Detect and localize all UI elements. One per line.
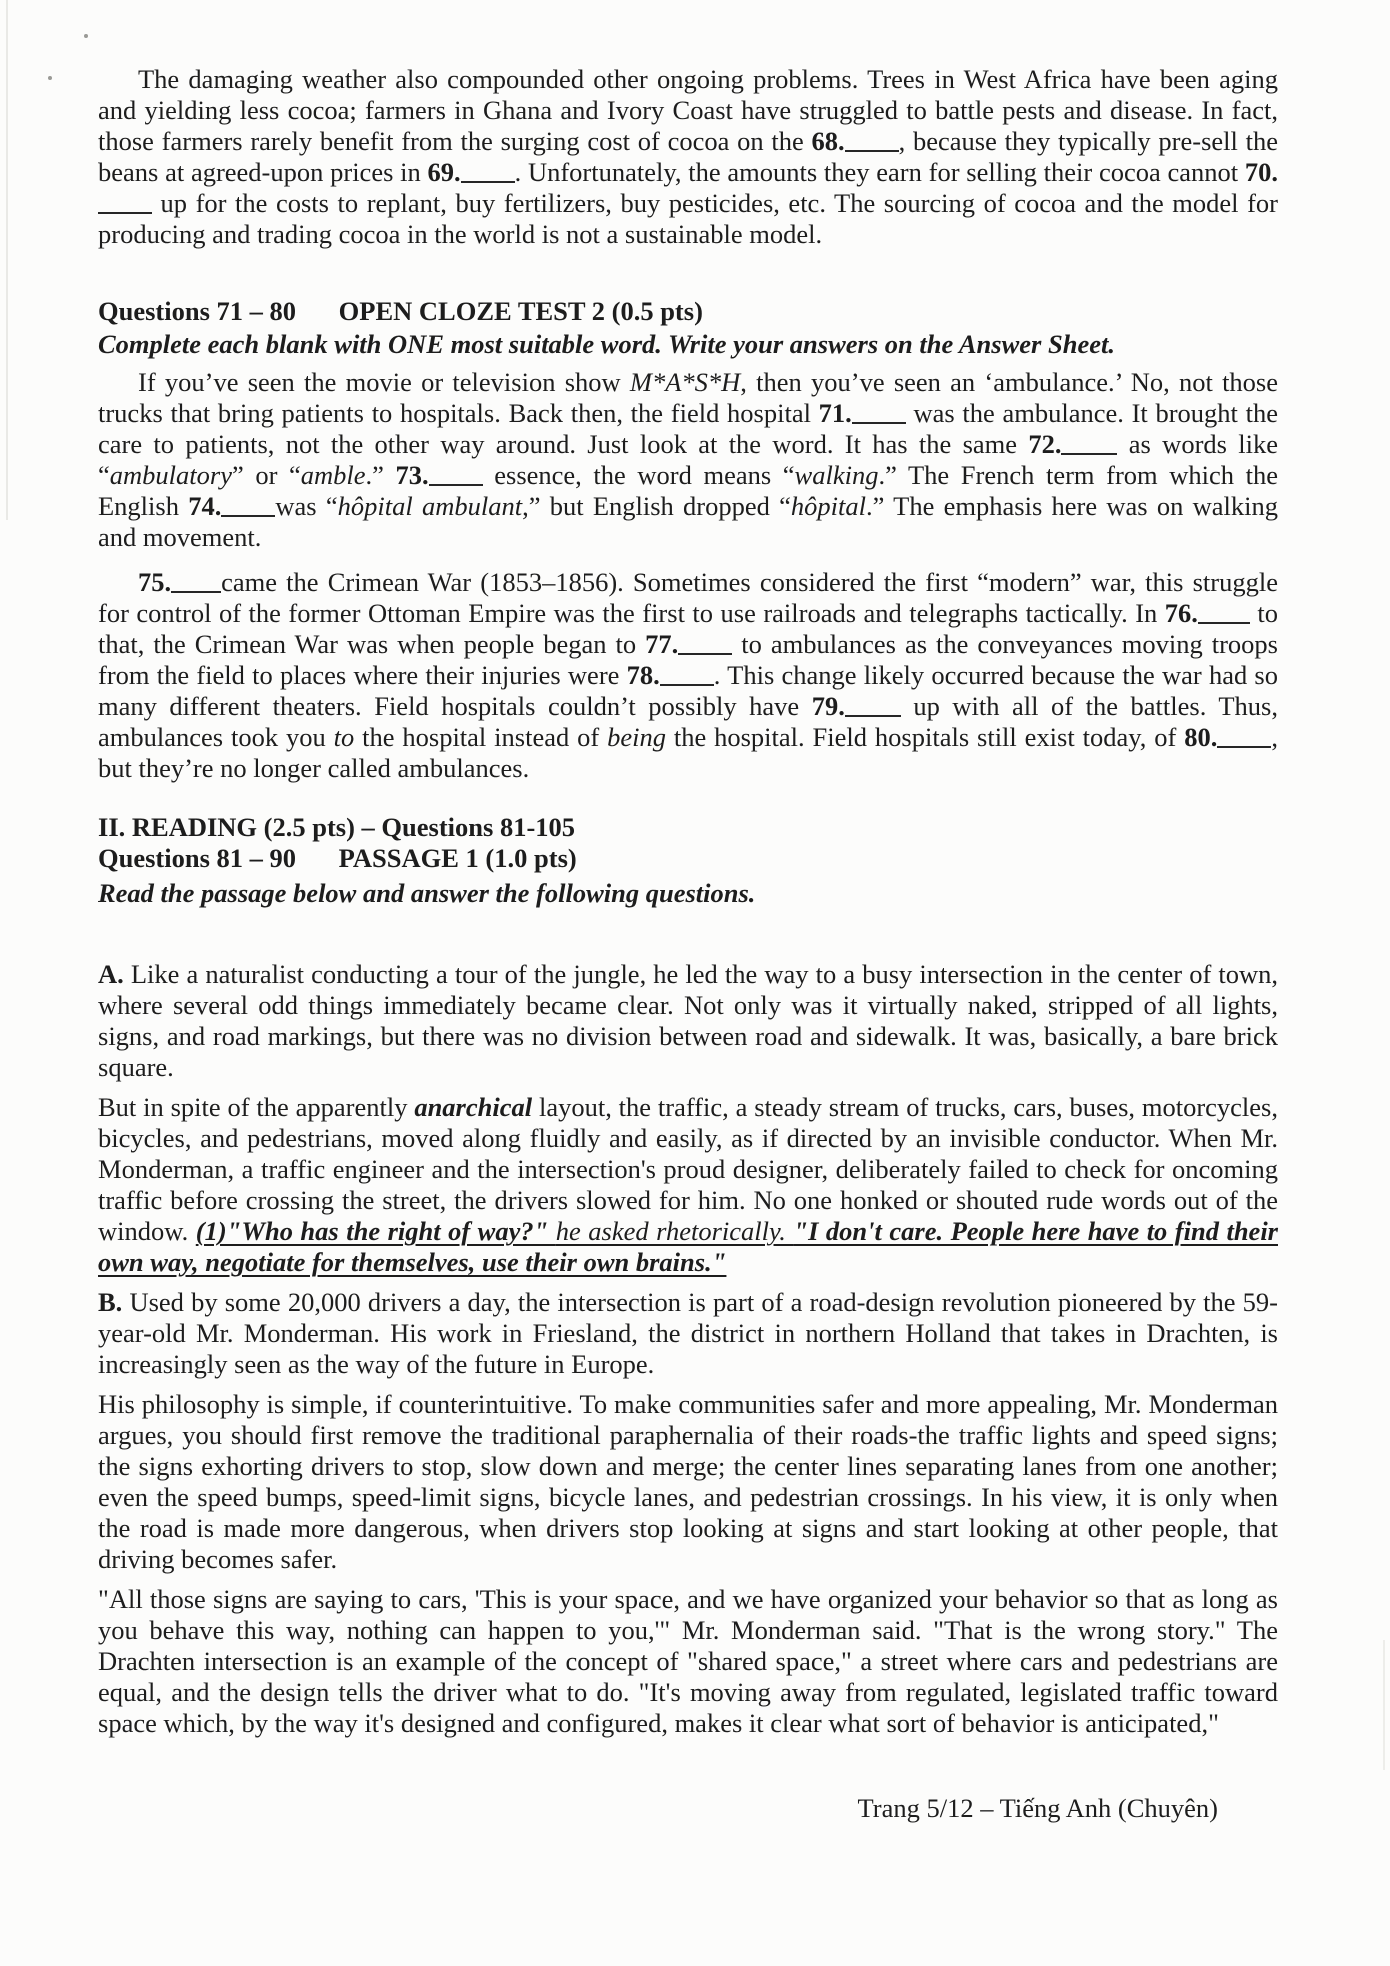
text-segment: 75. (138, 567, 172, 597)
text-segment: to (333, 722, 355, 752)
text-segment: But in spite of the apparently (98, 1092, 415, 1122)
passage1-instruction: Read the passage below and answer the following questions. (98, 878, 756, 908)
text-segment: "I don't care. People here have to find their own way, negotiate for themselves, use their own brains." (98, 1216, 1278, 1277)
reading-section-heading: II. READING (2.5 pts) – Questions 81-105 (98, 812, 576, 842)
text-segment: , but they’re no longer called ambulances. (98, 722, 1278, 783)
page-footer: Trang 5/12 – Tiếng Anh (Chuyên) (857, 1793, 1218, 1823)
text-segment: . Unfortunately, the amounts they earn for selling their cocoa cannot (514, 157, 1245, 187)
text-segment: 72. (1028, 429, 1062, 459)
cloze2-heading (98, 296, 1278, 327)
answer-blank (678, 633, 732, 655)
text-segment: the hospital. Field hospitals still exist today, of (665, 722, 1185, 752)
text-segment: A. (98, 959, 124, 989)
text-segment: 79. (811, 691, 845, 721)
passage-paragraph-anarchical (98, 1092, 1278, 1278)
text-segment: The damaging weather also compounded other ongoing problems. Trees in West Africa have been aging and yielding less cocoa; farmers in Ghana and Ivory Coast have struggled to battle pests and disease. In fact, those farmers rarely benefit from the surging cost of cocoa on the (98, 64, 1278, 156)
text-segment: to ambulances as the conveyances moving troops from the field to places where their injuries were (98, 629, 1278, 690)
answer-blank (429, 464, 483, 486)
text-segment: 76. (1164, 598, 1198, 628)
text-segment: ” or “ (231, 460, 301, 490)
cloze2-instruction: Complete each blank with ONE most suitable word. Write your answers on the Answer Sheet. (98, 329, 1115, 359)
text-segment: ,” but English dropped “ (522, 491, 791, 521)
answer-blank (221, 495, 275, 517)
text-segment: 69. (427, 157, 461, 187)
scan-speck (84, 34, 88, 38)
answer-blank (461, 161, 515, 183)
passage1-heading-title: PASSAGE 1 (1.0 pts) (338, 843, 577, 873)
answer-blank (171, 571, 221, 593)
text-segment: .” The French term from which the English (98, 460, 1278, 521)
text-segment: 70. (1244, 157, 1278, 187)
text-segment: anarchical (414, 1092, 533, 1122)
text-segment: B. (98, 1287, 123, 1317)
text-segment: Like a naturalist conducting a tour of the jungle, he led the way to a busy intersection in the center of town, where several odd things immediately became clear. Not only was it virtually naked, stripped of all lights, signs, and road markings, but there was no division between road and sidewalk. It was, basically, a bare brick square. (98, 959, 1278, 1082)
answer-blank (845, 130, 899, 152)
text-segment: the hospital instead of (354, 722, 608, 752)
text-segment: hôpital ambulant (337, 491, 523, 521)
text-segment: ambulatory (109, 460, 232, 490)
answer-blank (98, 192, 152, 214)
text-segment: 74. (188, 491, 222, 521)
text-segment: If you’ve seen the movie or television show (138, 367, 630, 397)
cloze1-paragraph (98, 64, 1278, 250)
text-segment: .” (365, 460, 396, 490)
answer-blank (845, 695, 901, 717)
text-segment: was the ambulance. It brought the care to patients, not the other way around. Just look at the word. It has the same (98, 398, 1279, 459)
text-segment: .” The emphasis here was on walking and movement. (98, 491, 1278, 552)
cloze2-paragraph-1 (98, 367, 1278, 553)
passage-paragraph-b (98, 1287, 1278, 1380)
answer-blank (1061, 433, 1117, 455)
cloze2-heading-questions: Questions 71 – 80 (98, 296, 297, 326)
text-segment: , because they typically pre-sell the beans at agreed-upon prices in (98, 126, 1278, 187)
text-segment: 73. (395, 460, 429, 490)
passage-paragraph-philosophy (98, 1389, 1278, 1575)
text-segment: hôpital (790, 491, 867, 521)
text-segment: he asked rhetorically. (555, 1216, 794, 1246)
text-segment: 77. (645, 629, 679, 659)
text-segment: 68. (811, 126, 845, 156)
exam-page (98, 64, 1278, 1739)
text-segment: being (607, 722, 666, 752)
text-segment: up for the costs to replant, buy fertilizers, buy pesticides, etc. The sourcing of cocoa and the model for producing and trading cocoa in the world is not a sustainable model. (98, 188, 1278, 249)
text-segment: Used by some 20,000 drivers a day, the intersection is part of a road-design revolution pioneered by the 59-year-old Mr. Monderman. His work in Friesland, the district in northern Holland that takes in Drachten, is increasingly seen as the way of the future in Europe. (98, 1287, 1278, 1379)
text-segment: essence, the word means “ (482, 460, 795, 490)
text-segment: M*A*S*H (629, 367, 741, 397)
scan-speck (48, 76, 52, 80)
cloze2-heading-title: OPEN CLOZE TEST 2 (0.5 pts) (338, 296, 703, 326)
text-segment: amble (300, 460, 366, 490)
answer-blank (1198, 602, 1250, 624)
text-segment: came the Crimean War (1853–1856). Sometimes considered the first “modern” war, this struggle for control of the former Ottoman Empire was the first to use railroads and telegraphs tactically. In (98, 567, 1278, 628)
text-segment: as words like “ (98, 429, 1278, 490)
passage-paragraph-signs (98, 1584, 1278, 1739)
text-segment: walking (794, 460, 879, 490)
text-segment: "All those signs are saying to cars, 'This is your space, and we have organized your behavior so that as long as you behave this way, nothing can happen to you,'" Mr. Monderman said. "That is the wrong story." The Drachten intersection is an example of the concept of "shared space," a street where cars and pedestrians are equal, and the design tells the driver what to do. "It's moving away from regulated, legislated traffic toward space which, by the way it's designed and configured, makes it clear what sort of behavior is anticipated," (98, 1584, 1278, 1738)
text-segment: (1)"Who has the right of way?" (195, 1216, 556, 1246)
text-segment: to that, the Crimean War was when people began to (98, 598, 1278, 659)
scan-edge-artifact (1383, 1640, 1385, 1770)
passage1-heading-questions: Questions 81 – 90 (98, 843, 297, 873)
answer-blank (660, 664, 714, 686)
scan-edge-artifact (6, 0, 8, 520)
text-segment: 80. (1184, 722, 1218, 752)
text-segment: . This change likely occurred because the war had so many different theaters. Field hospitals couldn’t possibly have (98, 660, 1278, 721)
text-segment: layout, the traffic, a steady stream of trucks, cars, buses, motorcycles, bicycles, and pedestrians, moved along fluidly and easily, as if directed by an invisible conductor. When Mr. Monderman, a traffic engineer and the intersection's proud designer, deliberately failed to check for oncoming traffic before crossing the street, the drivers slowed for him. No one honked or shouted rude words out of the window. (98, 1092, 1278, 1246)
text-segment: up with all of the battles. Thus, ambulances took you (98, 691, 1278, 752)
text-segment: His philosophy is simple, if counterintuitive. To make communities safer and more appealing, Mr. Monderman argues, you should first remove the traditional paraphernalia of their roads-the traffic lights and speed signs; the signs exhorting drivers to stop, slow down and merge; the center lines separating lanes from one another; even the speed bumps, speed-limit signs, bicycle lanes, and pedestrian crossings. In his view, it is only when the road is made more dangerous, when drivers stop looking at signs and start looking at other people, that driving becomes safer. (98, 1389, 1278, 1574)
text-segment: was “ (275, 491, 338, 521)
answer-blank (1217, 726, 1271, 748)
passage1-heading (98, 843, 1278, 874)
passage-paragraph-a (98, 959, 1278, 1083)
answer-blank (852, 402, 906, 424)
text-segment: 78. (626, 660, 660, 690)
text-segment: 71. (818, 398, 852, 428)
text-segment: , then you’ve seen an ‘ambulance.’ No, not those trucks that bring patients to hospitals. Back then, the field hospital (98, 367, 1279, 428)
cloze2-paragraph-2 (98, 567, 1278, 784)
